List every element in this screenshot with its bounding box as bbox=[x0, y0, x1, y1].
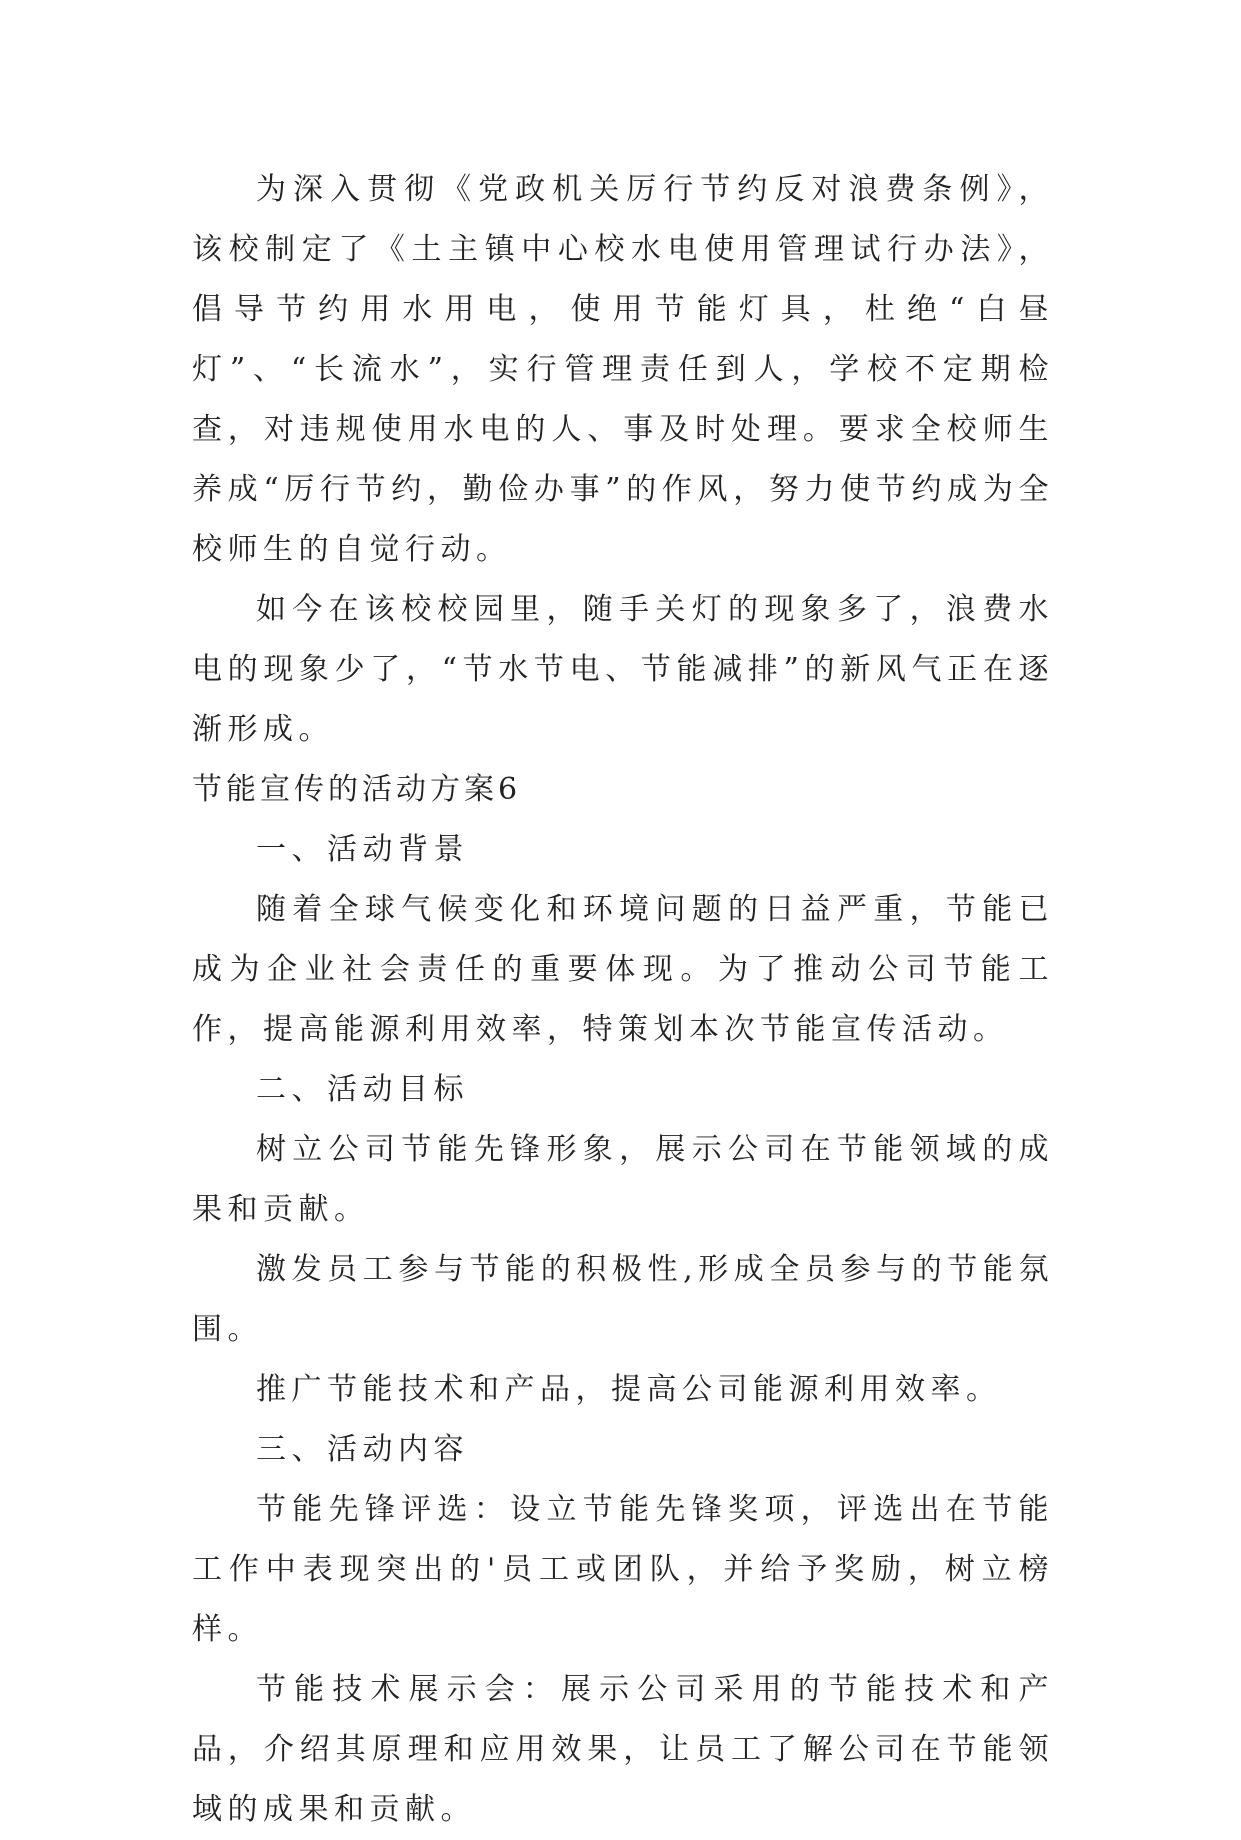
content-item: 节能技术展示会：展示公司采用的节能技术和产品，介绍其原理和应用效果，让员工了解公司在节能领域的成果和贡献。 bbox=[192, 1672, 1054, 1827]
heading-background: 一、活动背景 bbox=[256, 832, 469, 867]
paragraph-regulation: 为深入贯彻《党政机关厉行节约反对浪费条例》，该校制定了《土主镇中心校水电使用管理试行办法》，倡导节约用水用电，使用节能灯具，杜绝“白昼灯”、“长流水”，实行管理责任到人，学校不定期检查，对违规使用水电的人、事及时处理。要求全校师生养成“厉行节约，勤俭办事”的作风，努力使节约成为全校师生的自觉行动。 bbox=[192, 172, 1054, 567]
heading-content: 三、活动内容 bbox=[256, 1432, 469, 1467]
section-title: 节能宣传的活动方案6 bbox=[192, 772, 522, 807]
paragraph-campus: 如今在该校校园里，随手关灯的现象多了，浪费水电的现象少了，“节水节电、节能减排”的新风气正在逐渐形成。 bbox=[192, 592, 1054, 747]
paragraph-background: 随着全球气候变化和环境问题的日益严重，节能已成为企业社会责任的重要体现。为了推动公司节能工作，提高能源利用效率，特策划本次节能宣传活动。 bbox=[192, 892, 1054, 1047]
goal-item: 树立公司节能先锋形象，展示公司在节能领域的成果和贡献。 bbox=[192, 1132, 1054, 1227]
heading-goals: 二、活动目标 bbox=[256, 1072, 469, 1107]
content-item: 节能先锋评选：设立节能先锋奖项，评选出在节能工作中表现突出的'员工或团队，并给予奖励，树立榜样。 bbox=[192, 1492, 1054, 1647]
document-page bbox=[192, 160, 1054, 1840]
goal-item: 推广节能技术和产品，提高公司能源利用效率。 bbox=[256, 1372, 1002, 1407]
goal-item: 激发员工参与节能的积极性,形成全员参与的节能氛围。 bbox=[192, 1252, 1054, 1347]
